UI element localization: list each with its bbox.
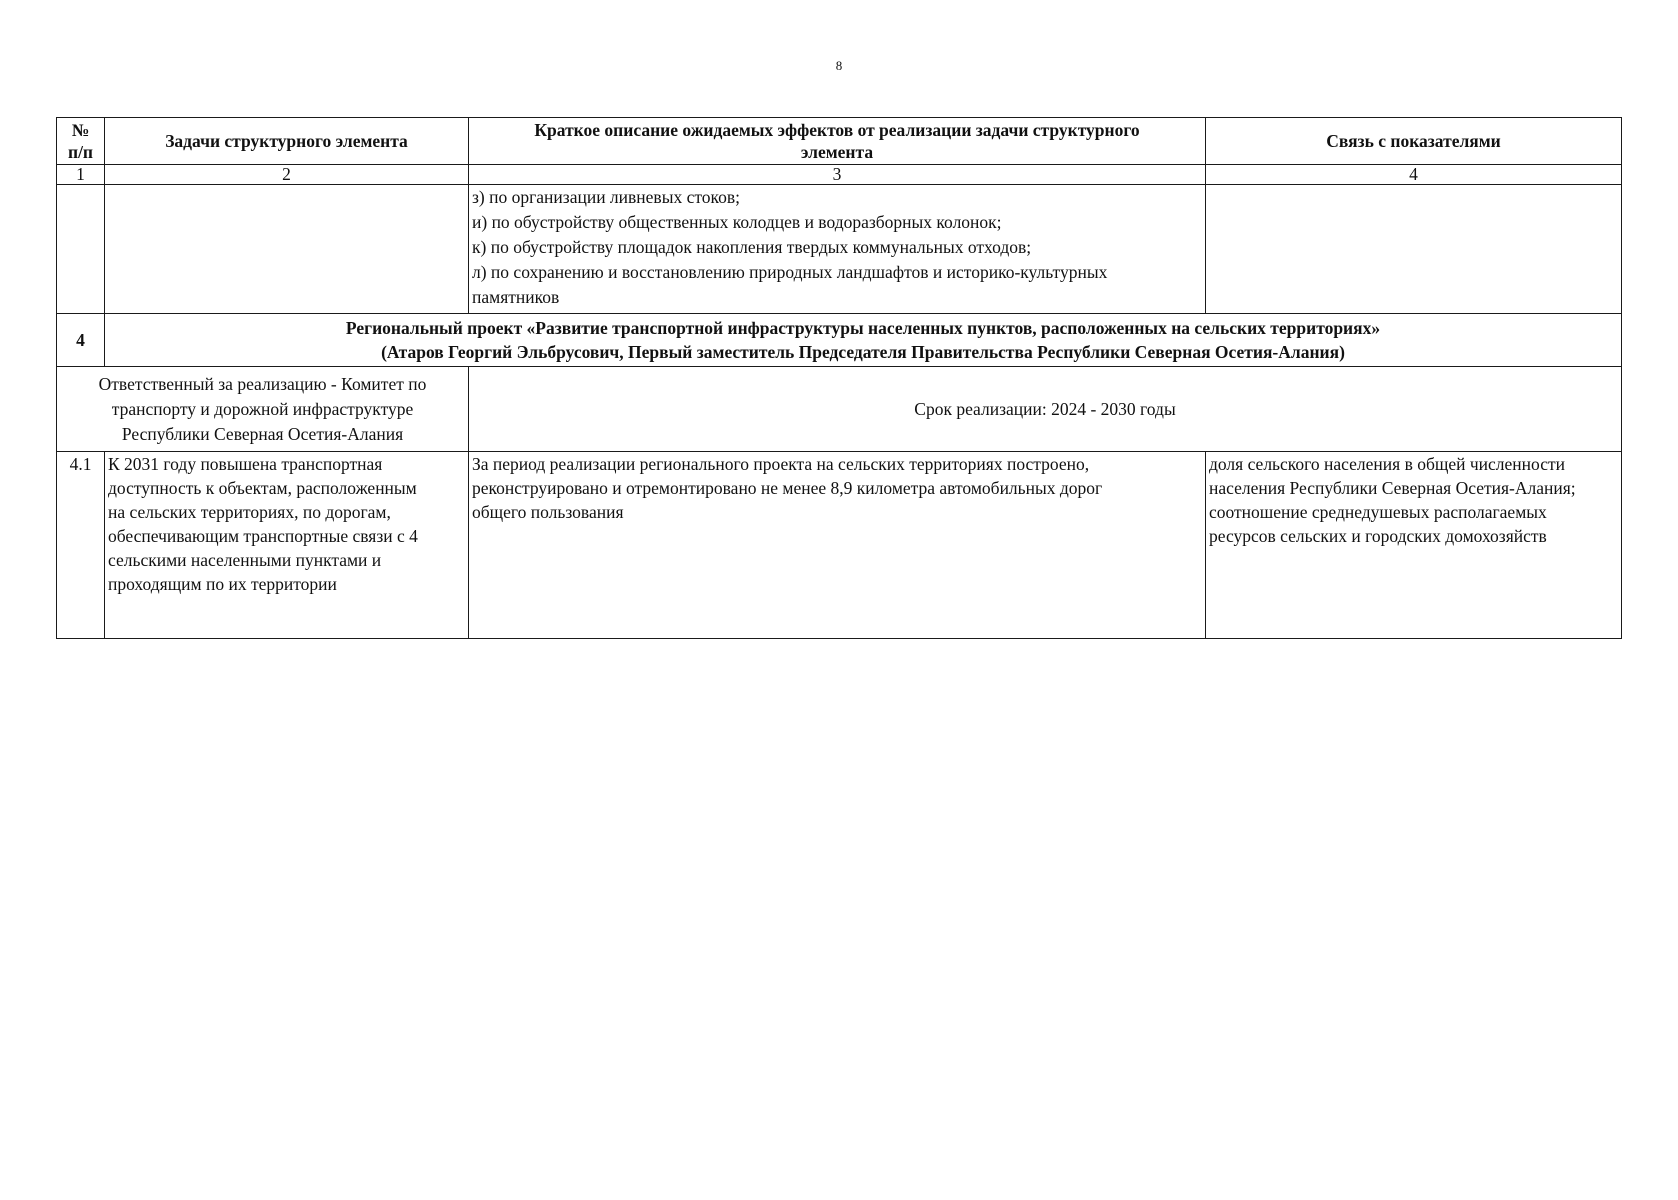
task-effects: За период реализации регионального проекта на сельских территориях построено, реконструировано и отремонтировано не менее 8,9 километра автомобильных дорог общего пользования <box>469 452 1206 639</box>
table-header-row <box>57 118 1622 165</box>
continued-task-cell <box>105 185 469 314</box>
task-number: 4.1 <box>57 452 105 639</box>
column-number: 2 <box>105 165 469 185</box>
effect-item: з) по организации ливневых стоков; <box>472 187 740 207</box>
responsible-row <box>57 367 1622 452</box>
continued-effects-cell <box>469 185 1206 314</box>
column-numbers-row <box>57 165 1622 185</box>
header-effects: Краткое описание ожидаемых эффектов от реализации задачи структурного элемента <box>469 118 1206 165</box>
responsible-organization: Ответственный за реализацию - Комитет по транспорту и дорожной инфраструктуре Республики Северная Осетия-Алания <box>57 367 469 452</box>
task-description: К 2031 году повышена транспортная доступность к объектам, расположенным на сельских территориях, по дорогам, обеспечивающим транспортные связи с 4 сельскими населенными пунктами и проходящим по их территории <box>105 452 469 639</box>
column-number: 4 <box>1206 165 1622 185</box>
column-number: 3 <box>469 165 1206 185</box>
effect-item: к) по обустройству площадок накопления твердых коммунальных отходов; <box>472 237 1032 257</box>
effect-item: памятников <box>472 287 560 307</box>
column-number: 1 <box>57 165 105 185</box>
task-indicators: доля сельского населения в общей численности населения Республики Северная Осетия-Алания; соотношение среднедушевых располагаемых ресурсов сельских и городских домохозяйств <box>1206 452 1622 639</box>
header-indicators: Связь с показателями <box>1206 118 1622 165</box>
project-number: 4 <box>57 314 105 367</box>
task-row <box>57 452 1622 639</box>
structural-element-table <box>56 117 1622 639</box>
effect-item: и) по обустройству общественных колодцев и водоразборных колонок; <box>472 212 1002 232</box>
project-title: Региональный проект «Развитие транспортной инфраструктуры населенных пунктов, расположенных на сельских территориях» (Атаров Георгий Эльбрусович, Первый заместитель Председателя Правительства Республики Северная Осетия-Алания) <box>105 314 1622 367</box>
project-row <box>57 314 1622 367</box>
page-number: 8 <box>835 58 843 73</box>
effect-item: л) по сохранению и восстановлению природных ландшафтов и историко-культурных <box>472 262 1108 282</box>
continued-indicators-cell <box>1206 185 1622 314</box>
implementation-term: Срок реализации: 2024 - 2030 годы <box>469 367 1622 452</box>
header-tasks: Задачи структурного элемента <box>105 118 469 165</box>
continued-row <box>57 185 1622 314</box>
continued-number-cell <box>57 185 105 314</box>
header-number: № п/п <box>57 118 105 165</box>
